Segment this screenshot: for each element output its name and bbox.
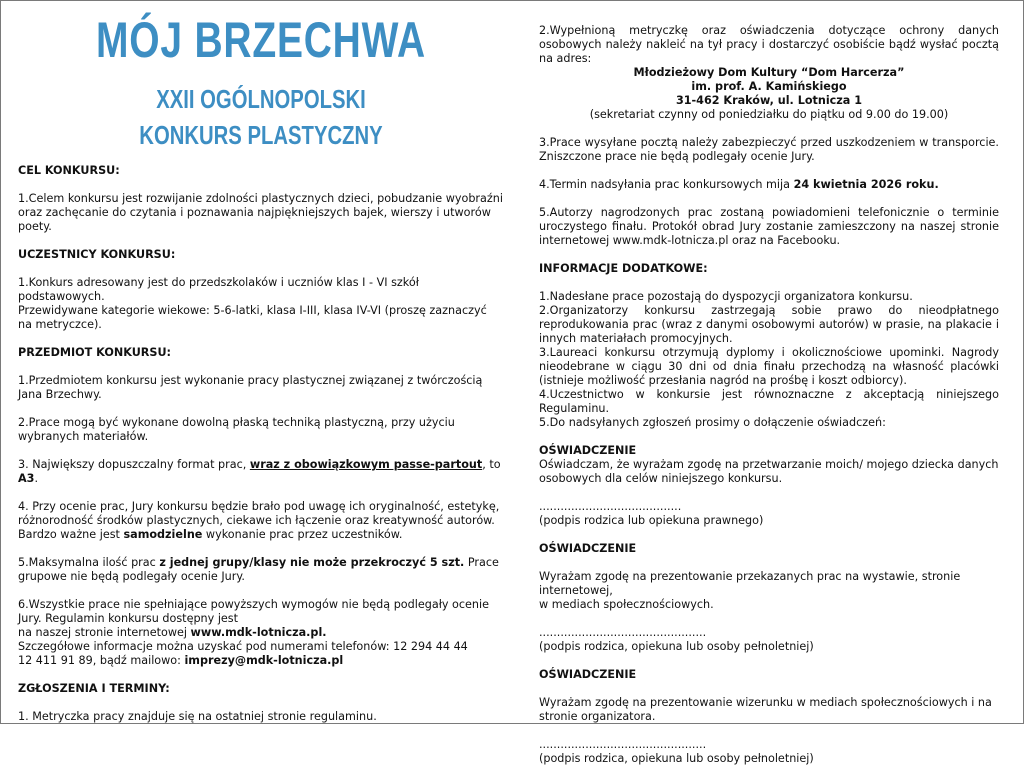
oswiadczenie-heading-3: OŚWIADCZENIE bbox=[539, 668, 637, 681]
paragraph-zgloszenia-1: 1. Metryczka pracy znajduje się na ostatniej stronie regulaminu. bbox=[18, 710, 377, 723]
signature-caption-3: (podpis rodzica, opiekuna lub osoby pełnoletniej) bbox=[539, 752, 814, 765]
email-line bbox=[18, 654, 504, 668]
right-column bbox=[539, 24, 999, 766]
text-span: Prace grupowe nie będą podlegały ocenie Jury. bbox=[18, 556, 499, 583]
signature-dots-3: ............................................... bbox=[539, 738, 707, 751]
signature-caption-1: (podpis rodzica lub opiekuna prawnego) bbox=[539, 514, 764, 527]
text-span: . bbox=[34, 472, 39, 485]
oswiadczenie-text-1: Oświadczam, że wyrażam zgodę na przetwarzanie moich/ mojego dziecka danych osobowych dla celów niniejszego konkursu. bbox=[539, 458, 999, 485]
oswiadczenie-heading-1: OŚWIADCZENIE bbox=[539, 444, 637, 457]
info-item-3: 3.Laureaci konkursu otrzymują dyplomy i okolicznościowe upominki. Nagrody nieodebrane w ciągu 30 dni od dnia finału przechodzą na własność placówki (istnieje możliwość przesłania nagród na prośbę i koszt odbiorcy). bbox=[539, 346, 999, 387]
section-heading-zgloszenia: ZGŁOSZENIA I TERMINY: bbox=[18, 682, 170, 695]
signature-dots-1: ........................................ bbox=[539, 500, 682, 513]
section-heading-uczestnicy: UCZESTNICY KONKURSU: bbox=[18, 248, 176, 261]
section-heading-cel: CEL KONKURSU: bbox=[18, 164, 120, 177]
section-heading-info: INFORMACJE DODATKOWE: bbox=[539, 262, 708, 275]
paragraph-przedmiot-2: 2.Prace mogą być wykonane dowolną płaską techniką plastyczną, przy użyciu wybranych materiałów. bbox=[18, 416, 455, 443]
text-span: , to bbox=[482, 458, 501, 471]
paragraph-przedmiot-3 bbox=[18, 458, 504, 486]
paragraph-r2: 2.Wypełnioną metryczkę oraz oświadczenia dotyczące ochrony danych osobowych należy nakleić na tył pracy i dostarczyć osobiście bądź wysłać pocztą na adres: bbox=[539, 24, 999, 65]
website-link[interactable]: www.mdk-lotnicza.pl. bbox=[190, 626, 327, 639]
subtitle-line-1: XXII OGÓLNOPOLSKI bbox=[156, 84, 366, 114]
text-span: 4. Przy ocenie prac, Jury konkursu będzie brało pod uwagę ich oryginalność, estetykę, różnorodność środków plastycznych, ciekawe ich łączenie oraz kreatywność autorów. Bardzo ważne jest bbox=[18, 500, 500, 541]
address-line-3: 31-462 Kraków, ul. Lotnicza 1 bbox=[675, 94, 863, 107]
phone-line: Szczegółowe informacje można uzyskać pod numerami telefonów: 12 294 44 44 bbox=[18, 640, 468, 653]
oswiadczenie-text-2: Wyrażam zgodę na prezentowanie przekazanych prac na wystawie, stronie internetowej, bbox=[539, 570, 961, 597]
email-link[interactable]: imprezy@mdk-lotnicza.pl bbox=[184, 654, 344, 667]
address-line-2: im. prof. A. Kamińskiego bbox=[691, 80, 847, 93]
paragraph-przedmiot-4 bbox=[18, 500, 504, 542]
oswiadczenie-text-3: Wyrażam zgodę na prezentowanie wizerunku w mediach społecznościowych i na stronie organizatora. bbox=[539, 696, 992, 723]
samodzielne-emphasis: samodzielne bbox=[123, 528, 203, 541]
text-span: 5.Maksymalna ilość prac bbox=[18, 556, 160, 569]
info-item-4: 4.Uczestnictwo w konkursie jest równoznaczne z akceptacją niniejszego Regulaminu. bbox=[539, 388, 999, 415]
paragraph-r4 bbox=[539, 178, 999, 192]
paragraph-przedmiot-1: 1.Przedmiotem konkursu jest wykonanie pracy plastycznej związanej z twórczością Jana Brzechwy. bbox=[18, 374, 483, 401]
paragraph-uczestnicy-2: Przewidywane kategorie wiekowe: 5-6-latki, klasa I-III, klasa IV-VI (proszę zaznaczyć na metryczce). bbox=[18, 304, 487, 331]
signature-caption-2: (podpis rodzica, opiekuna lub osoby pełnoletniej) bbox=[539, 640, 814, 653]
text-span: na naszej stronie internetowej bbox=[18, 626, 191, 639]
left-column bbox=[18, 164, 504, 724]
website-line bbox=[18, 626, 504, 640]
paragraph-uczestnicy-1: 1.Konkurs adresowany jest do przedszkolaków i uczniów klas I - VI szkół podstawowych. bbox=[18, 276, 419, 303]
deadline-date: 24 kwietnia 2026 roku. bbox=[793, 178, 939, 191]
limit-emphasis: z jednej grupy/klasy nie może przekroczyć 5 szt. bbox=[159, 556, 465, 569]
subtitle-line-2: KONKURS PLASTYCZNY bbox=[139, 120, 383, 150]
signature-dots-2: ............................................... bbox=[539, 626, 707, 639]
paragraph-przedmiot-5 bbox=[18, 556, 504, 584]
address-line-1: Młodzieżowy Dom Kultury “Dom Harcerza” bbox=[633, 66, 905, 79]
info-item-2: 2.Organizatorzy konkursu zastrzegają sobie prawo do nieodpłatnego reprodukowania prac (wraz z danymi osobowymi autorów) w prasie, na plakacie i innych materiałach promocyjnych. bbox=[539, 304, 999, 345]
oswiadczenie-heading-2: OŚWIADCZENIE bbox=[539, 542, 637, 555]
format-a3: A3 bbox=[18, 472, 35, 485]
passe-partout-emphasis: wraz z obowiązkowym passe-partout bbox=[249, 458, 483, 471]
info-item-5: 5.Do nadsyłanych zgłoszeń prosimy o dołączenie oświadczeń: bbox=[539, 416, 886, 429]
text-span: 4.Termin nadsyłania prac konkursowych mija bbox=[539, 178, 794, 191]
address-line-4: (sekretariat czynny od poniedziałku do piątku od 9.00 do 19.00) bbox=[589, 108, 949, 121]
paragraph-cel-1: 1.Celem konkursu jest rozwijanie zdolności plastycznych dzieci, pobudzanie wyobraźni oraz zachęcanie do czytania i poznawania najpiękniejszych bajek, wierszy i utworów poety. bbox=[18, 192, 503, 233]
paragraph-r3: 3.Prace wysyłane pocztą należy zabezpieczyć przed uszkodzeniem w transporcie. Zniszczone prace nie będą podlegały ocenie Jury. bbox=[539, 136, 999, 163]
oswiadczenie-text-2b: w mediach społecznościowych. bbox=[539, 598, 714, 611]
info-item-1: 1.Nadesłane prace pozostają do dyspozycji organizatora konkursu. bbox=[539, 290, 913, 303]
text-span: 3. Największy dopuszczalny format prac, bbox=[18, 458, 250, 471]
page-title: MÓJ BRZECHWA bbox=[95, 12, 427, 68]
paragraph-r5: 5.Autorzy nagrodzonych prac zostaną powiadomieni telefonicznie o terminie uroczystego finału. Protokół obrad Jury zostanie zamieszczony na naszej stronie internetowej www.mdk-lotnicza.pl oraz na Facebooku. bbox=[539, 206, 999, 247]
section-heading-przedmiot: PRZEDMIOT KONKURSU: bbox=[18, 346, 172, 359]
text-span: 12 411 91 89, bądź mailowo: bbox=[18, 654, 185, 667]
paragraph-przedmiot-6: 6.Wszystkie prace nie spełniające powyższych wymogów nie będą podlegały ocenie Jury. Regulamin konkursu dostępny jest bbox=[18, 598, 490, 625]
text-span: wykonanie prac przez uczestników. bbox=[202, 528, 403, 541]
